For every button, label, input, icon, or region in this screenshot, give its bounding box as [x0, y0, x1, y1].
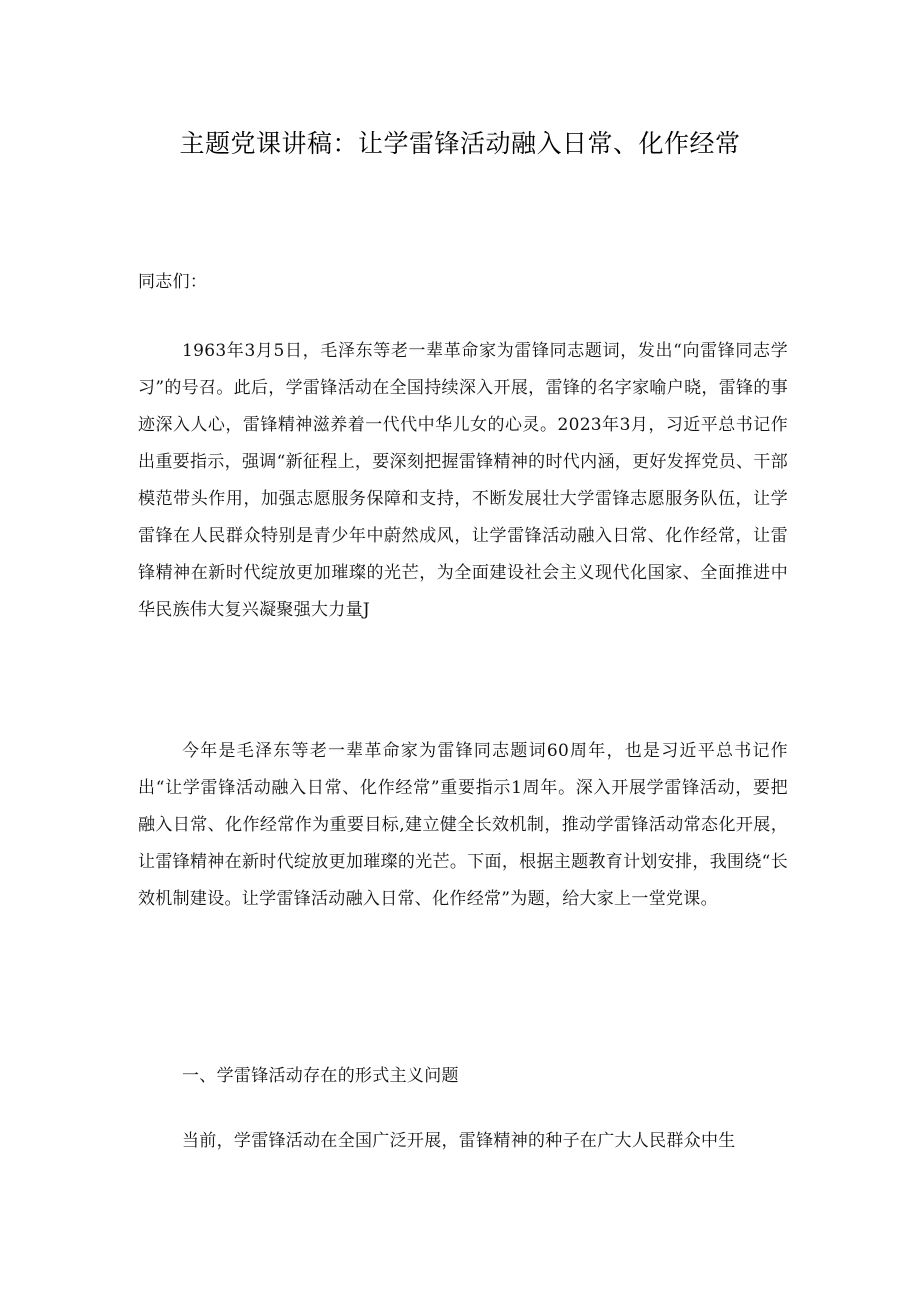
- paragraph-2: 今年是毛泽东等老一辈革命家为雷锋同志题词60周年，也是习近平总书记作出“让学雷锋活动融入日常、化作经常”重要指示1周年。深入开展学雷锋活动，要把融入日常、化作经常作为重要目标,建立健全长效机制，推动学雷锋活动常态化开展，让雷锋精神在新时代绽放更加璀璨的光芒。下面，根据主题教育计划安排，我围绕“长效机制建设。让学雷锋活动融入日常、化作经常”为题，给大家上一堂党课。: [138, 741, 788, 909]
- section-heading: 一、学雷锋活动存在的形式主义问题: [182, 1066, 459, 1086]
- salutation: 同志们：: [138, 272, 208, 292]
- section-paragraph: 当前，学雷锋活动在全国广泛开展，雷锋精神的种子在广大人民群众中生: [182, 1131, 736, 1151]
- paragraph-1: 1963年3月5日，毛泽东等老一辈革命家为雷锋同志题词，发出“向雷锋同志学习”的号召。此后，学雷锋活动在全国持续深入开展，雷锋的名字家喻户晓，雷锋的事迹深入人心，雷锋精神滋养着一代代中华儿女的心灵。2023年3月，习近平总书记作出重要指示，强调“新征程上，要深刻把握雷锋精神的时代内涵，更好发挥党员、干部模范带头作用，加强志愿服务保障和支持，不断发展壮大学雷锋志愿服务队伍，让学雷锋在人民群众特别是青少年中蔚然成风，让学雷锋活动融入日常、化作经常，让雷锋精神在新时代绽放更加璀璨的光芒，为全面建设社会主义现代化国家、全面推进中华民族伟大复兴凝聚强大力量J: [138, 341, 788, 620]
- document-title: 主题党课讲稿：让学雷锋活动融入日常、化作经常: [179, 129, 741, 158]
